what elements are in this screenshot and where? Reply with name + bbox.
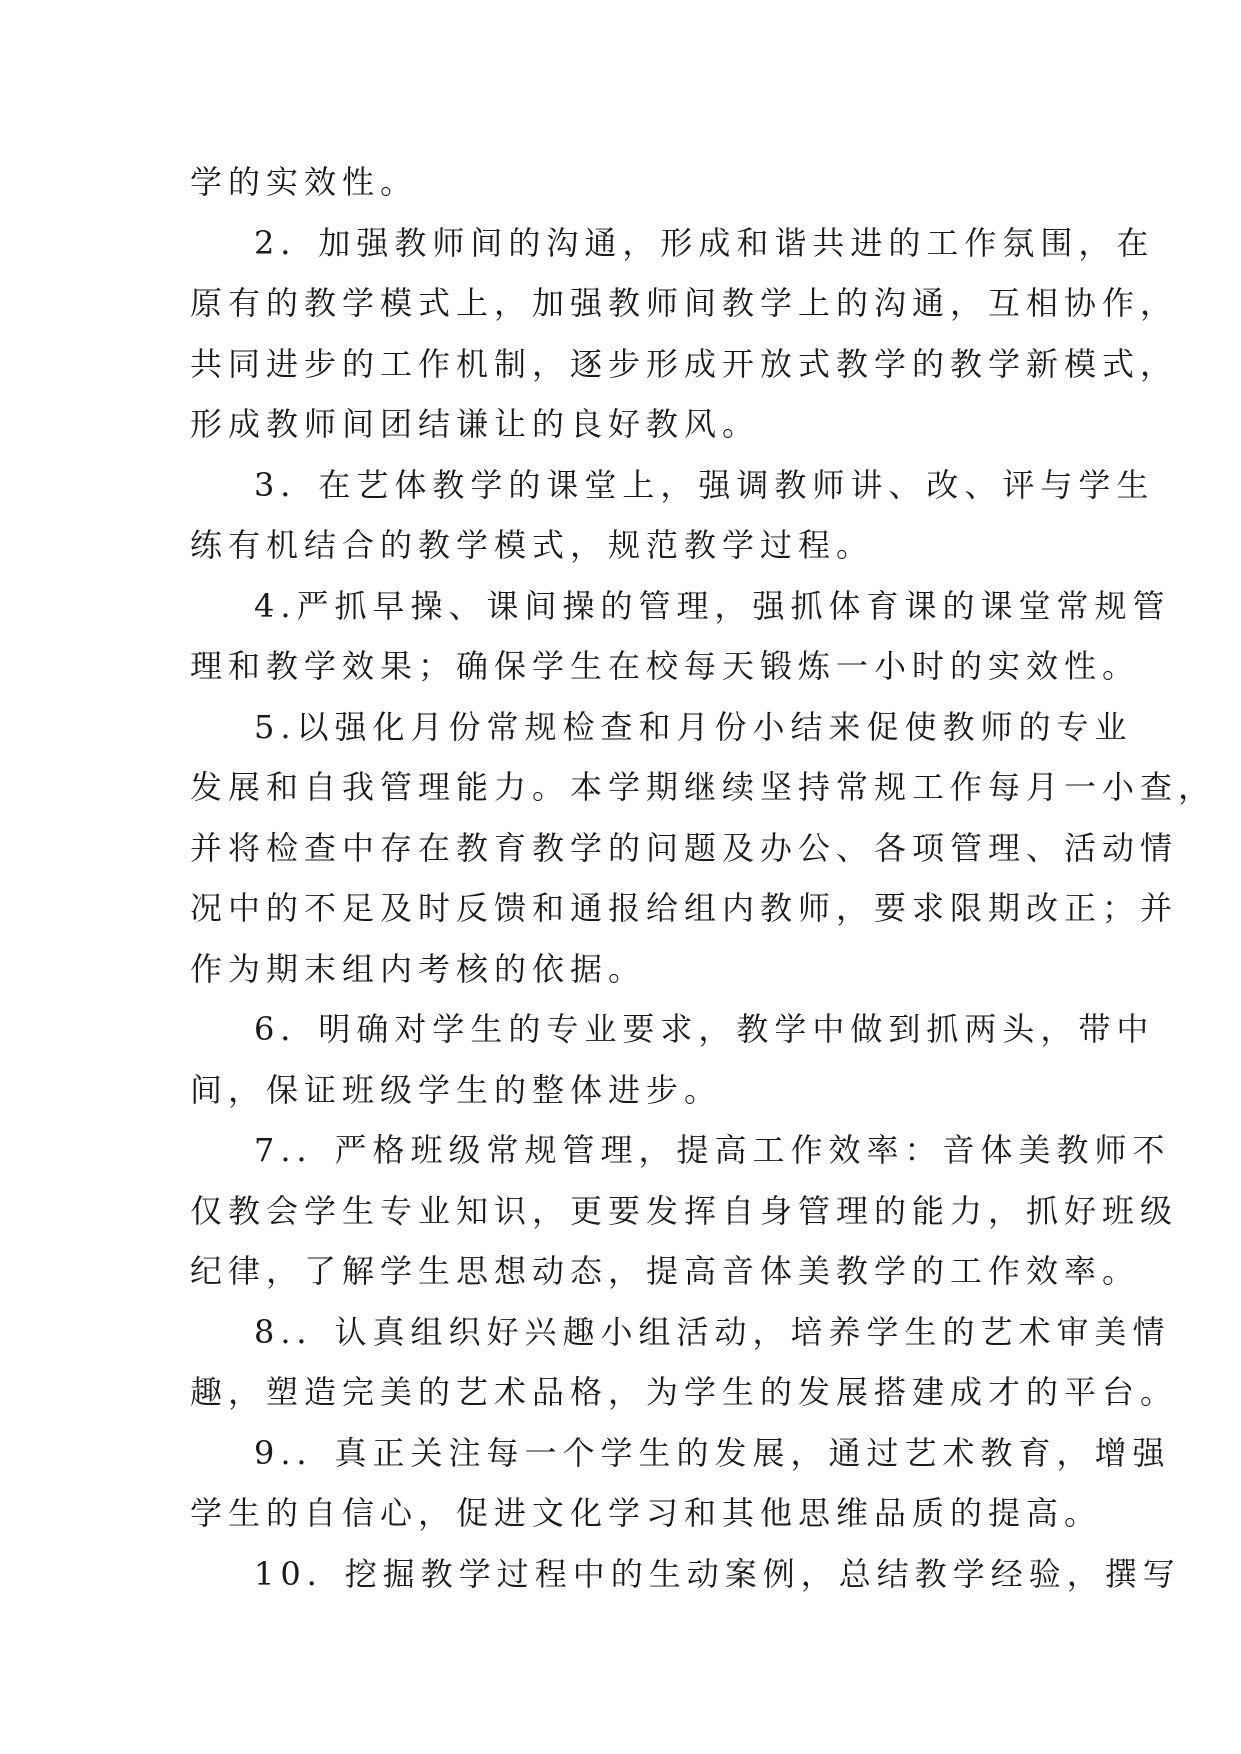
text-line: 8.．认真组织好兴趣小组活动，培养学生的艺术审美情 bbox=[254, 1312, 1171, 1351]
text-line: 学的实效性。 bbox=[190, 163, 419, 201]
text-line: 2．加强教师间的沟通，形成和谐共进的工作氛围，在 bbox=[254, 223, 1155, 262]
text-line: 7.．严格班级常规管理，提高工作效率：音体美教师不 bbox=[254, 1131, 1171, 1169]
text-line: 间，保证班级学生的整体进步。 bbox=[190, 1070, 723, 1109]
text-line: 原有的教学模式上，加强教师间教学上的沟通，互相协作， bbox=[190, 284, 1179, 322]
text-line: 形成教师间团结谦让的良好教风。 bbox=[190, 405, 761, 443]
text-line: 纪律，了解学生思想动态，提高音体美教学的工作效率。 bbox=[190, 1252, 1141, 1290]
text-line: 10．挖掘教学过程中的生动案例，总结教学经验，撰写 bbox=[254, 1554, 1181, 1593]
text-line: 学生的自信心，促进文化学习和其他思维品质的提高。 bbox=[190, 1494, 1103, 1532]
text-line: 4.严抓早操、课间操的管理，强抓体育课的课堂常规管 bbox=[254, 586, 1171, 625]
text-line: 练有机结合的教学模式，规范教学过程。 bbox=[190, 526, 875, 564]
text-line: 共同进步的工作机制，逐步形成开放式教学的教学新模式， bbox=[190, 344, 1179, 383]
text-line: 仅教会学生专业知识，更要发挥自身管理的能力，抓好班级 bbox=[190, 1191, 1179, 1230]
text-line: 发展和自我管理能力。本学期继续坚持常规工作每月一小查， bbox=[190, 768, 1217, 806]
text-line: 作为期末组内考核的依据。 bbox=[190, 949, 647, 988]
text-line: 况中的不足及时反馈和通报给组内教师，要求限期改正；并 bbox=[190, 889, 1179, 927]
text-line: 趣，塑造完美的艺术品格，为学生的发展搭建成才的平台。 bbox=[190, 1373, 1179, 1411]
text-line: 5.以强化月份常规检查和月份小结来促使教师的专业 bbox=[254, 707, 1133, 746]
text-line: 6．明确对学生的专业要求，教学中做到抓两头，带中 bbox=[254, 1010, 1155, 1048]
document-body bbox=[190, 152, 1217, 1604]
text-line: 理和教学效果；确保学生在校每天锻炼一小时的实效性。 bbox=[190, 647, 1141, 685]
text-line: 3．在艺体教学的课堂上，强调教师讲、改、评与学生 bbox=[254, 465, 1155, 504]
text-line: 9.．真正关注每一个学生的发展，通过艺术教育，增强 bbox=[254, 1433, 1171, 1472]
text-line: 并将检查中存在教育教学的问题及办公、各项管理、活动情 bbox=[190, 828, 1179, 867]
